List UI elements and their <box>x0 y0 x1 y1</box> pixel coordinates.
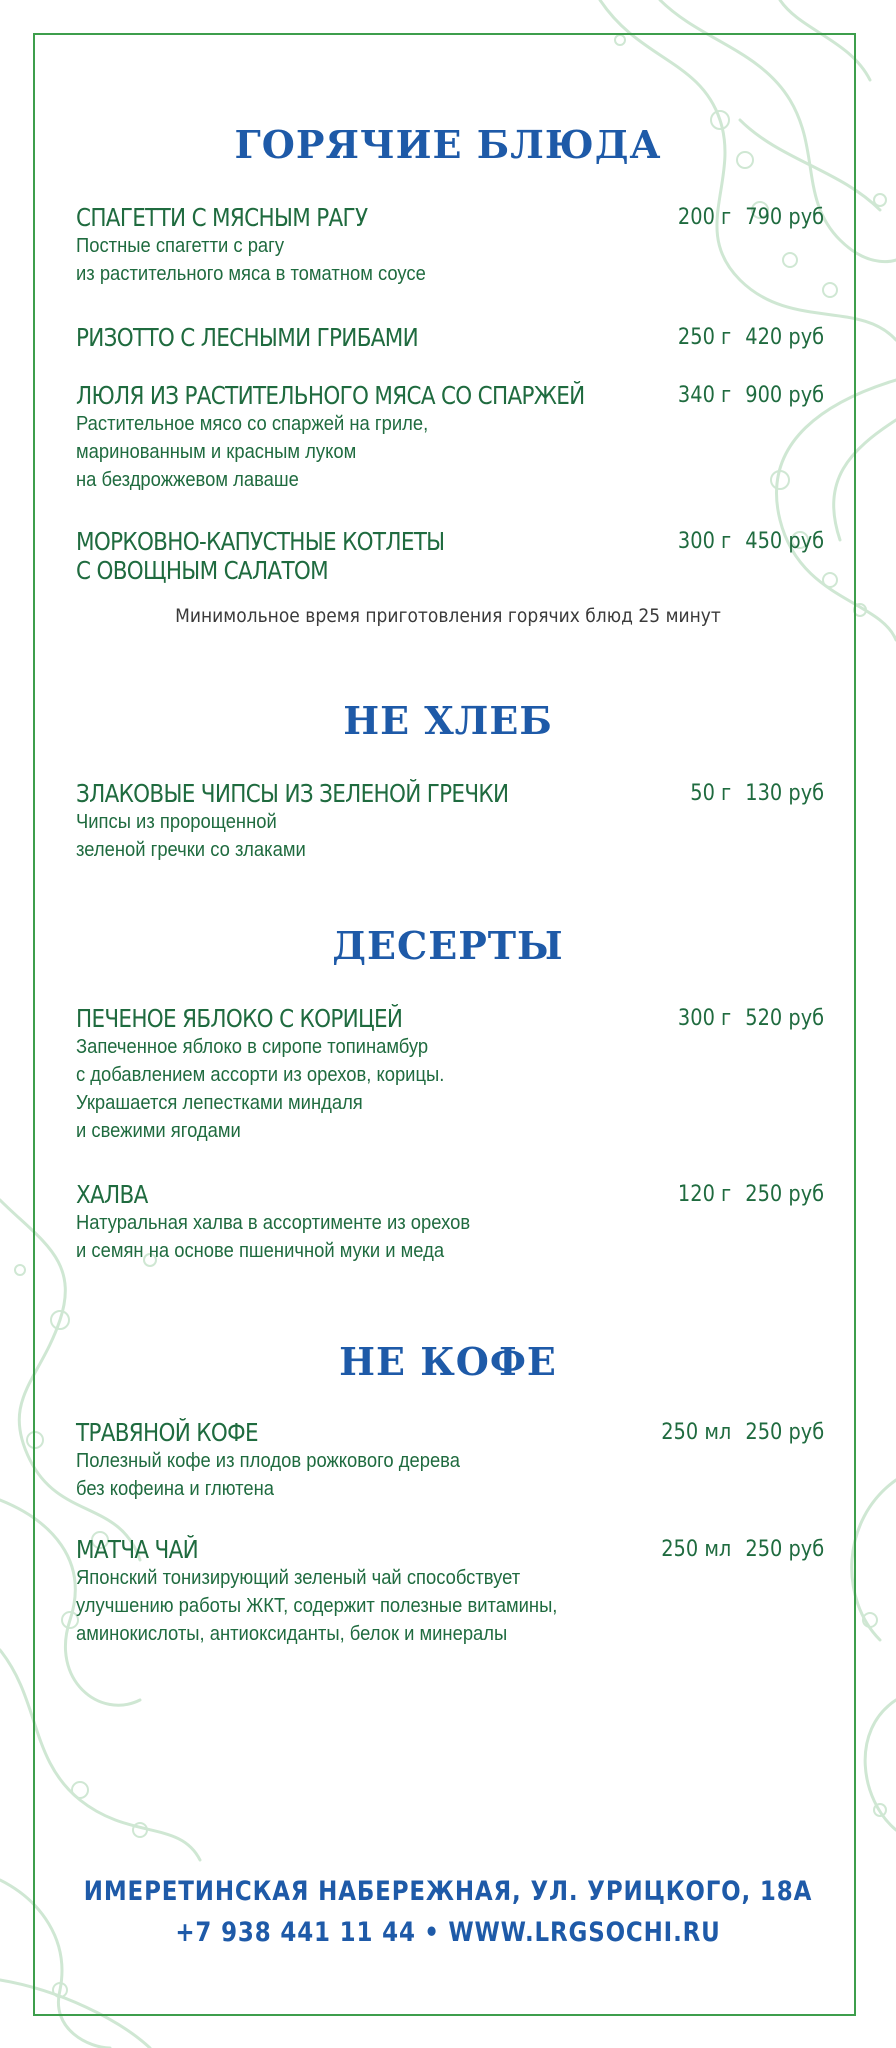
item-cost: 420 руб <box>745 325 824 350</box>
item-cost: 250 руб <box>745 1537 824 1562</box>
item-name: СПАГЕТТИ С МЯСНЫМ РАГУ <box>76 203 368 232</box>
item-cost: 900 руб <box>745 383 824 408</box>
item-description: Чипсы из пророщенной зеленой гречки со злаками <box>76 811 306 861</box>
item-weight: 250 г <box>677 325 732 350</box>
menu-item <box>76 203 824 288</box>
item-name: РИЗОТТО С ЛЕСНЫМИ ГРИБАМИ <box>76 323 419 352</box>
section-title-desserts: ДЕСЕРТЫ <box>332 923 564 968</box>
footer-address: ИМЕРЕТИНСКАЯ НАБЕРЕЖНАЯ, УЛ. УРИЦКОГО, 18А <box>83 1876 813 1907</box>
item-name: ЗЛАКОВЫЕ ЧИПСЫ ИЗ ЗЕЛЕНОЙ ГРЕЧКИ <box>76 779 509 808</box>
item-description: Растительное мясо со спаржей на гриле, маринованным и красным луком на бездрожжевом лаваше <box>76 413 429 491</box>
menu-item <box>76 1004 824 1145</box>
item-price <box>678 203 824 232</box>
item-name: ПЕЧЕНОЕ ЯБЛОКО С КОРИЦЕЙ <box>76 1004 403 1033</box>
footer-website-link[interactable]: WWW.LRGSOCHI.RU <box>448 1917 721 1948</box>
item-description: Запеченное яблоко в сиропе топинамбур с добавлением ассорти из орехов, корицы. Украшается лепестками миндаля и свежими ягодами <box>76 1036 445 1142</box>
item-weight: 250 мл <box>661 1537 732 1562</box>
item-price <box>678 1004 824 1033</box>
item-weight: 50 г <box>690 781 732 806</box>
menu-item <box>76 1180 824 1265</box>
item-cost: 450 руб <box>745 529 824 554</box>
item-cost: 250 руб <box>745 1182 824 1207</box>
item-description: Натуральная халва в ассортименте из орехов и семян на основе пшеничной муки и меда <box>76 1212 471 1262</box>
menu-item <box>76 1535 824 1648</box>
section-title-not-bread: НЕ ХЛЕБ <box>343 698 553 743</box>
item-price <box>661 1535 824 1564</box>
menu-item <box>76 779 824 864</box>
item-weight: 340 г <box>677 383 732 408</box>
item-description: Постные спагетти с рагу из растительного мяса в томатном соусе <box>76 235 426 285</box>
footer-separator: • <box>424 1917 440 1948</box>
item-name: ХАЛВА <box>76 1180 148 1209</box>
section-title-not-coffee: НЕ КОФЕ <box>339 1339 557 1384</box>
item-name: МОРКОВНО-КАПУСТНЫЕ КОТЛЕТЫ С ОВОЩНЫМ САЛАТОМ <box>76 527 445 585</box>
item-cost: 520 руб <box>745 1006 824 1031</box>
item-weight: 120 г <box>677 1182 732 1207</box>
menu-item <box>76 381 824 494</box>
item-price <box>678 381 824 410</box>
item-weight: 250 мл <box>661 1420 732 1445</box>
item-cost: 790 руб <box>745 205 824 230</box>
item-cost: 250 руб <box>745 1420 824 1445</box>
item-weight: 200 г <box>677 205 732 230</box>
item-name: МАТЧА ЧАЙ <box>76 1535 199 1564</box>
item-description: Полезный кофе из плодов рожкового дерева без кофеина и глютена <box>76 1450 460 1500</box>
item-price <box>678 527 824 556</box>
item-price <box>678 323 824 352</box>
footer-contacts <box>67 1917 829 1948</box>
item-name: ТРАВЯНОЙ КОФЕ <box>76 1418 258 1447</box>
menu-item <box>76 527 824 585</box>
section-title-hot-dishes: ГОРЯЧИЕ БЛЮДА <box>234 122 662 167</box>
item-weight: 300 г <box>677 1006 732 1031</box>
item-price <box>678 1180 824 1209</box>
menu-item <box>76 1418 824 1503</box>
item-cost: 130 руб <box>745 781 824 806</box>
item-name: ЛЮЛЯ ИЗ РАСТИТЕЛЬНОГО МЯСА СО СПАРЖЕЙ <box>76 381 585 410</box>
cooking-time-note: Минимольное время приготовления горячих блюд 25 минут <box>175 605 721 627</box>
item-price <box>690 779 824 808</box>
menu-item <box>76 323 824 352</box>
item-description: Японский тонизирующий зеленый чай способствует улучшению работы ЖКТ, содержит полезные витамины, аминокислоты, антиоксиданты, белок и минералы <box>76 1567 558 1645</box>
item-price <box>661 1418 824 1447</box>
item-weight: 300 г <box>677 529 732 554</box>
footer-phone[interactable]: +7 938 441 11 44 <box>175 1917 416 1948</box>
